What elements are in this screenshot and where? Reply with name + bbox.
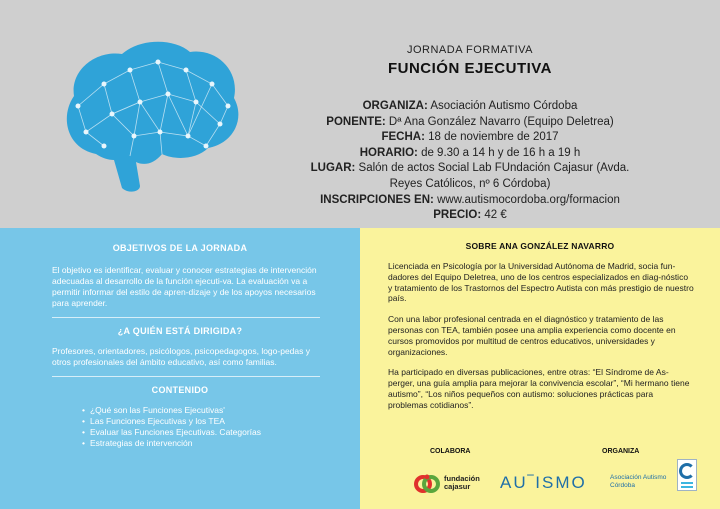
autismo-cordoba-logo <box>500 471 715 501</box>
horario-line <box>240 146 700 162</box>
organiza-value: Asociación Autismo Córdoba <box>430 100 578 112</box>
brain-icon <box>56 36 246 196</box>
info-panel <box>0 228 360 509</box>
lugar-line <box>240 161 700 177</box>
horario-label: HORARIO: <box>359 146 418 159</box>
sobre-paragraph: Con una labor profesional centrada en el diagnóstico y tratamiento de las personas con TEA, también posee una amplia experiencia como docente en cursos promovidos por multitud de centros educativos, universidades y organizaciones. <box>388 314 676 357</box>
header-banner <box>0 0 720 228</box>
cajasur-logo-icon <box>414 471 440 497</box>
list-item: • Las Funciones Ejecutivas y los TEA <box>92 416 360 427</box>
precio-label: PRECIO: <box>433 209 482 222</box>
divider <box>52 317 320 318</box>
event-details <box>240 99 700 224</box>
colabora-label: COLABORA <box>430 448 471 455</box>
lugar-line-2: Reyes Católicos, nº 6 Córdoba) <box>389 177 551 190</box>
inscripciones-label: INSCRIPCIONES EN: <box>320 193 434 206</box>
cajasur-text-1: fundación <box>444 474 480 483</box>
fecha-label: FECHA: <box>381 131 425 144</box>
organiza-line <box>240 99 700 115</box>
dirigida-title: ¿A QUIÉN ESTÁ DIRIGIDA? <box>117 326 243 336</box>
autismo-wordmark: AU‾ISMO <box>500 473 587 492</box>
ponente-line <box>240 115 700 131</box>
organiza-logo-label: ORGANIZA <box>602 448 640 455</box>
list-item: • ¿Qué son las Funciones Ejecutivas' <box>92 405 360 416</box>
inscripciones-line <box>240 193 700 209</box>
sobre-title: SOBRE ANA GONZÁLEZ NAVARRO <box>465 241 615 251</box>
autismo-subtitle-2: Córdoba <box>610 482 635 489</box>
ponente-value: Dª Ana González Navarro (Equipo Deletrea) <box>388 115 614 128</box>
accreditation-badge-icon <box>677 459 697 491</box>
precio-line <box>240 208 700 224</box>
list-item: • Estrategias de intervención <box>92 438 360 449</box>
objetivos-text: El objetivo es identificar, evaluar y conocer estrategias de intervención adecuadas al desarrollo de la función ejecuti-va. La evaluación va a permitir informar del estilo de apren-dizaje y de los apoyos necesarios para aprender. <box>52 265 317 308</box>
lugar-value: Salón de actos Social Lab FUndación Cajasur (Avda. <box>358 162 630 175</box>
event-header <box>240 44 700 77</box>
event-type: JORNADA FORMATIVA <box>406 44 534 56</box>
event-title: FUNCIÓN EJECUTIVA <box>387 60 553 77</box>
dirigida-text: Profesores, orientadores, psicólogos, psicopedagogos, logo-pedas y otros profesionales del ámbito educativo, así como familias. <box>52 346 310 367</box>
fecha-value: 18 de noviembre de 2017 <box>428 131 559 144</box>
ponente-label: PONENTE: <box>326 115 386 128</box>
inscripciones-link[interactable]: www.autismocordoba.org/formacion <box>437 193 620 206</box>
fecha-line <box>240 130 700 146</box>
sobre-paragraph: Licenciada en Psicología por la Universidad Autónoma de Madrid, socia fun-dadores del Equipo Deletrea, uno de los centros especializados en diag-nóstico y tratamiento de los Trastornos del Espectro Autista con más prestigio de nuestro país. <box>388 261 694 304</box>
list-item: • Evaluar las Funciones Ejecutivas. Categorías <box>92 427 360 438</box>
organiza-label: ORGANIZA: <box>362 100 428 112</box>
cajasur-text-2: cajasur <box>444 482 471 491</box>
horario-value: de 9.30 a 14 h y de 16 h a 19 h <box>421 146 581 159</box>
lugar-label: LUGAR: <box>310 162 356 175</box>
contenido-list <box>0 405 360 449</box>
autismo-subtitle-1: Asociación Autismo <box>610 474 667 481</box>
divider <box>52 376 320 377</box>
contenido-title: CONTENIDO <box>151 385 209 395</box>
precio-value: 42 € <box>484 209 507 222</box>
speaker-panel <box>360 228 720 509</box>
objetivos-title: OBJETIVOS DE LA JORNADA <box>112 243 248 253</box>
fundacion-cajasur-logo <box>414 471 504 497</box>
sobre-text <box>360 261 720 411</box>
sobre-paragraph: Ha participado en diversas publicaciones, entre otras: “El Síndrome de As-perger, una guía amplia para mejorar la convivencia escolar”, “Mi hermano tiene autismo”, “Los niños pequeños con autismo: soluciones prácticas para problemas cotidianos”. <box>388 367 690 410</box>
